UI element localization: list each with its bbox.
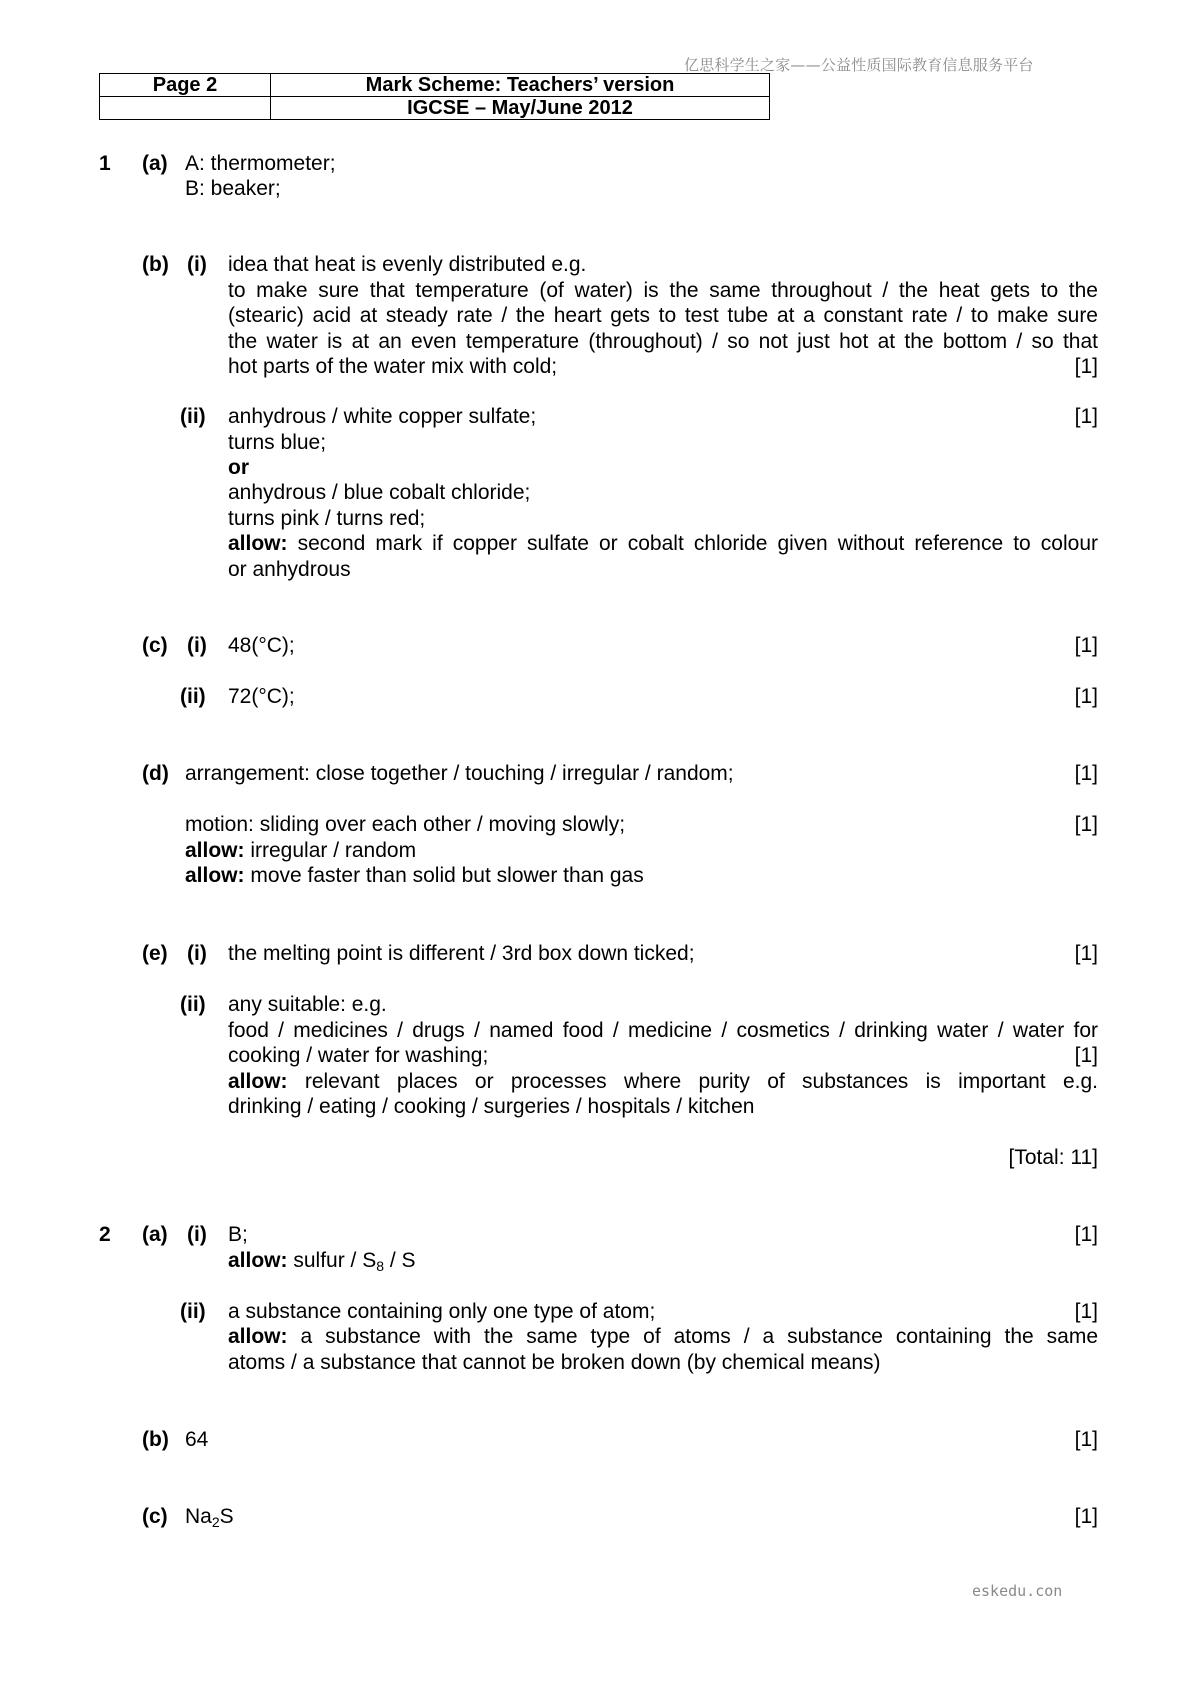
page-number: Page 2 xyxy=(100,74,271,97)
q1bi-line-4: the water is at an even temperature (throughout) / so not just hot at the bottom / so that xyxy=(228,329,1098,353)
allow-keyword: allow: xyxy=(185,864,245,887)
q1bii-allow-line-1 xyxy=(228,531,1098,557)
exam-session: IGCSE – May/June 2012 xyxy=(271,97,770,120)
q2aii-allow-text: a substance with the same type of atoms / a substance containing the same xyxy=(287,1325,1098,1348)
q1bi-line-3: (stearic) acid at steady rate / the heart gets to test tube at a constant rate / to make sure xyxy=(228,304,1098,327)
header-blank-cell xyxy=(100,97,271,120)
q2b-mark: [1] xyxy=(1074,1428,1098,1451)
q2aii-allow xyxy=(228,1324,1098,1375)
header-table xyxy=(99,73,770,120)
q1d-allow-text-1: irregular / random xyxy=(244,839,417,862)
q1d-allow-text-2: move faster than solid but slower than gas xyxy=(244,864,644,887)
q1bi-answer xyxy=(228,252,1098,380)
q1ci-label: (i) xyxy=(187,634,207,657)
q1d-line-2: motion: sliding over each other / moving slowly; xyxy=(185,813,626,836)
q1bii-allow-line-2: or anhydrous xyxy=(228,557,351,581)
q1eii-mark: [1] xyxy=(1074,1044,1098,1067)
q1bii-mark: [1] xyxy=(1074,405,1098,428)
q1bii-allow-text: second mark if copper sulfate or cobalt chloride given without reference to colour xyxy=(287,532,1098,555)
allow-keyword: allow: xyxy=(228,532,288,555)
q2aii-allow-line-1 xyxy=(228,1324,1098,1350)
footer-watermark: eskedu.con xyxy=(972,1582,1063,1600)
watermark-text: 亿思科学生之家——公益性质国际教育信息服务平台 xyxy=(684,56,1034,74)
q1bi-line-5: hot parts of the water mix with cold; xyxy=(228,355,558,378)
q1bii-line-3: anhydrous / blue cobalt chloride; xyxy=(228,481,531,504)
q1eii-line-2: food / medicines / drugs / named food / medicine / cosmetics / drinking water / water for xyxy=(228,1018,1098,1042)
q2aii-allow-line-2: atoms / a substance that cannot be broken down (by chemical means) xyxy=(228,1350,881,1374)
q2ai-allow-text-a: sulfur / S xyxy=(287,1249,377,1272)
q2ai-answer: B; xyxy=(228,1223,248,1246)
q2aii-line-1: a substance containing only one type of atom; xyxy=(228,1300,656,1323)
q1eii-answer xyxy=(228,992,1098,1120)
q2a-label: (a) xyxy=(142,1223,168,1246)
q2c-answer xyxy=(185,1504,234,1529)
allow-keyword: allow: xyxy=(228,1069,288,1093)
page-title: Mark Scheme: Teachers’ version xyxy=(271,74,770,97)
q1bii-line-2: turns blue; xyxy=(228,431,327,454)
q1eii-label: (ii) xyxy=(180,993,206,1016)
q1cii-answer: 72(°C); xyxy=(228,685,295,708)
q2ai-mark: [1] xyxy=(1074,1223,1098,1246)
q1eii-line-4 xyxy=(228,1069,1098,1095)
q1bii-label: (ii) xyxy=(180,405,206,428)
q1d-allow-2 xyxy=(185,863,644,888)
q1cii-mark: [1] xyxy=(1074,685,1098,708)
question-2-number: 2 xyxy=(99,1223,111,1246)
q1bi-line-1: idea that heat is evenly distributed e.g. xyxy=(228,253,587,276)
q2c-label: (c) xyxy=(142,1505,168,1528)
allow-keyword: allow: xyxy=(185,839,245,862)
question-1-number: 1 xyxy=(99,152,111,175)
q2c-mark: [1] xyxy=(1074,1505,1098,1528)
q2c-formula-pre: Na xyxy=(185,1505,212,1528)
q1ci-answer: 48(°C); xyxy=(228,634,295,657)
q1eii-line-3: cooking / water for washing; xyxy=(228,1044,489,1067)
q2ai-label: (i) xyxy=(187,1223,207,1246)
q2aii-label: (ii) xyxy=(180,1300,206,1323)
q2ai-allow xyxy=(228,1248,416,1273)
q1d-allow-1 xyxy=(185,838,416,863)
q1eii-line-5: drinking / eating / cooking / surgeries / hospitals / kitchen xyxy=(228,1095,755,1118)
q1ei-mark: [1] xyxy=(1074,942,1098,965)
q1bi-line-2: to make sure that temperature (of water) is the same throughout / the heat gets to the xyxy=(228,278,1098,302)
allow-keyword: allow: xyxy=(228,1325,288,1348)
q1a-answer-a: A: thermometer; xyxy=(185,152,336,175)
q2ai-allow-text-b: / S xyxy=(384,1249,416,1272)
q1bi-mark: [1] xyxy=(1074,355,1098,378)
q1bi-label: (i) xyxy=(187,253,207,276)
q1c-label: (c) xyxy=(142,634,168,657)
q1bii-or: or xyxy=(228,456,249,479)
q1cii-label: (ii) xyxy=(180,685,206,708)
q1bii-line-4: turns pink / turns red; xyxy=(228,507,426,530)
q1eii-allow-text: relevant places or processes where purity of substances is important e.g. xyxy=(287,1069,1098,1093)
q1d-line-1: arrangement: close together / touching / irregular / random; xyxy=(185,762,734,785)
q1ei-label: (i) xyxy=(187,942,207,965)
q2c-formula-post: S xyxy=(219,1505,234,1528)
q1bii-allow xyxy=(228,531,1098,582)
q1-total: [Total: 11] xyxy=(1008,1146,1098,1169)
q1eii-line-1: any suitable: e.g. xyxy=(228,993,387,1016)
allow-keyword: allow: xyxy=(228,1249,288,1272)
q2b-label: (b) xyxy=(142,1428,169,1451)
q1d-label: (d) xyxy=(142,762,169,785)
q1b-label: (b) xyxy=(142,253,169,276)
q2c-subscript: 2 xyxy=(211,1514,220,1530)
q1ei-answer: the melting point is different / 3rd box down ticked; xyxy=(228,942,695,965)
q1bii-line-1: anhydrous / white copper sulfate; xyxy=(228,405,537,428)
q1d-mark-2: [1] xyxy=(1074,813,1098,836)
q1d-mark-1: [1] xyxy=(1074,762,1098,785)
q2b-answer: 64 xyxy=(185,1428,209,1451)
q1a-label: (a) xyxy=(142,152,168,175)
q1ci-mark: [1] xyxy=(1074,634,1098,657)
q1e-label: (e) xyxy=(142,942,168,965)
q1a-answer-b: B: beaker; xyxy=(185,177,281,200)
q2ai-subscript: 8 xyxy=(376,1258,385,1274)
q2aii-mark: [1] xyxy=(1074,1300,1098,1323)
